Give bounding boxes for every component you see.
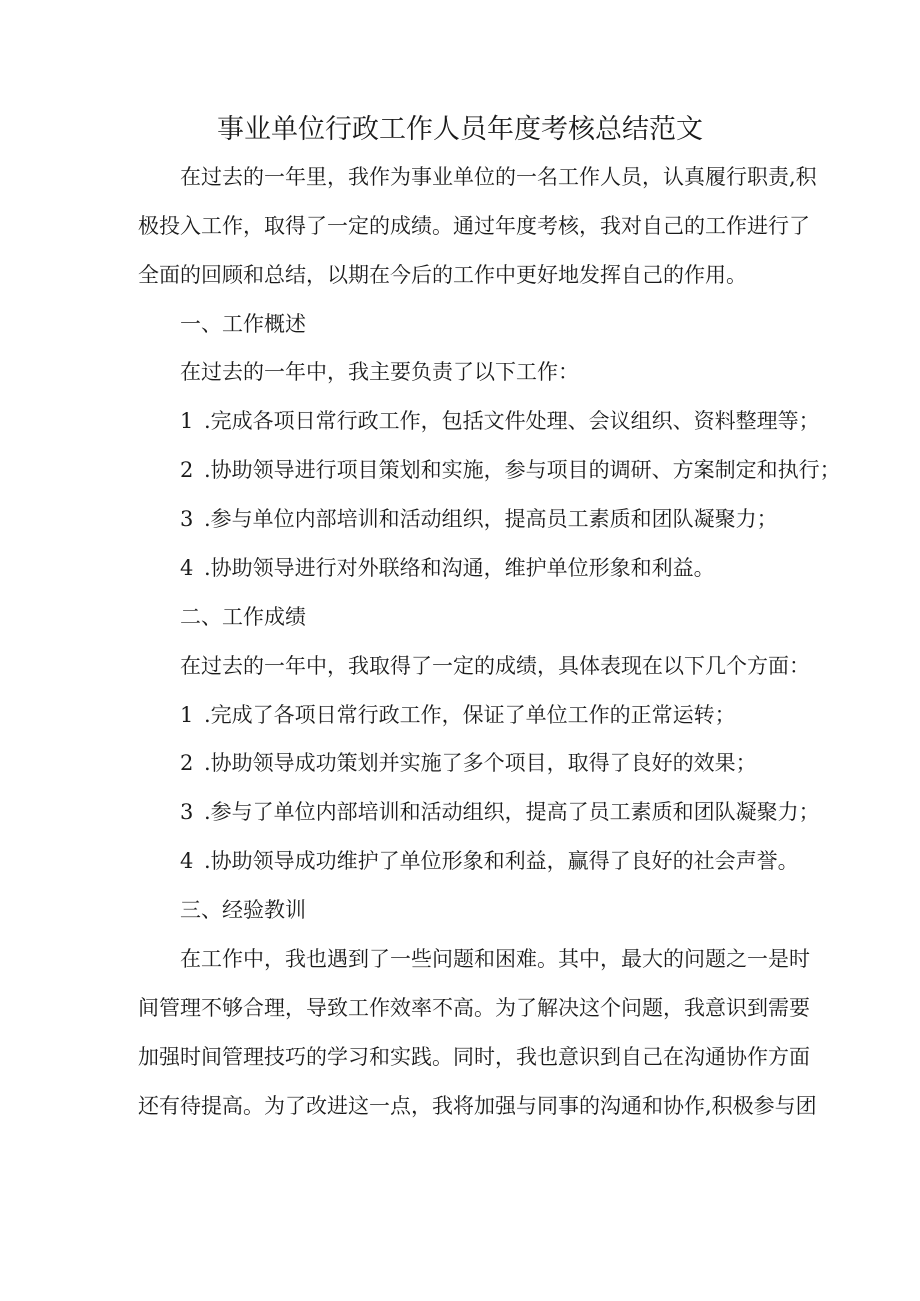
section-3-heading: 三、经验教训 <box>180 898 306 922</box>
section-1-item-2 <box>180 455 841 485</box>
item-text: .协助领导成功维护了单位形象和利益，赢得了良好的社会声誉。 <box>204 849 799 873</box>
item-text: .参与单位内部培训和活动组织，提高员工素质和团队凝聚力； <box>204 507 778 531</box>
item-number: 1 <box>180 703 194 727</box>
item-number: 2 <box>180 751 194 775</box>
section-2-item-3 <box>180 797 820 827</box>
item-number: 4 <box>180 849 194 873</box>
section-3-body-line-1: 在工作中，我也遇到了一些问题和困难。其中，最大的问题之一是时 <box>180 947 810 971</box>
document-title: 事业单位行政工作人员年度考核总结范文 <box>217 114 703 145</box>
section-2-heading: 二、工作成绩 <box>180 605 306 629</box>
item-text: .协助领导进行项目策划和实施，参与项目的调研、方案制定和执行； <box>204 458 841 482</box>
section-1-item-3 <box>180 504 778 534</box>
section-3-body-line-2: 间管理不够合理，导致工作效率不高。为了解决这个问题，我意识到需要 <box>138 996 810 1020</box>
section-2-lead: 在过去的一年中，我取得了一定的成绩，具体表现在以下几个方面： <box>180 654 810 678</box>
section-2-item-2 <box>180 748 757 778</box>
item-number: 3 <box>180 507 194 531</box>
section-1-lead: 在过去的一年中，我主要负责了以下工作： <box>180 360 579 384</box>
item-text: .完成各项日常行政工作，包括文件处理、会议组织、资料整理等； <box>204 409 820 433</box>
intro-line-2: 极投入工作，取得了一定的成绩。通过年度考核，我对自己的工作进行了 <box>138 214 810 238</box>
section-2-item-1 <box>180 700 736 730</box>
item-number: 1 <box>180 409 194 433</box>
item-text: .协助领导成功策划并实施了多个项目，取得了良好的效果； <box>204 751 757 775</box>
item-text: .完成了各项日常行政工作，保证了单位工作的正常运转； <box>204 703 736 727</box>
section-2-item-4 <box>180 846 799 876</box>
section-3-body-line-3: 加强时间管理技巧的学习和实践。同时，我也意识到自己在沟通协作方面 <box>138 1045 810 1069</box>
item-number: 2 <box>180 458 194 482</box>
item-text: .参与了单位内部培训和活动组织，提高了员工素质和团队凝聚力； <box>204 800 820 824</box>
intro-line-1: 在过去的一年里，我作为事业单位的一名工作人员，认真履行职责,积 <box>180 165 817 189</box>
section-3-body-line-4: 还有待提高。为了改进这一点，我将加强与同事的沟通和协作,积极参与团 <box>138 1094 817 1118</box>
item-text: .协助领导进行对外联络和沟通，维护单位形象和利益。 <box>204 556 715 580</box>
intro-line-3: 全面的回顾和总结，以期在今后的工作中更好地发挥自己的作用。 <box>138 263 747 287</box>
item-number: 4 <box>180 556 194 580</box>
section-1-heading: 一、工作概述 <box>180 312 306 336</box>
section-1-item-1 <box>180 406 820 436</box>
item-number: 3 <box>180 800 194 824</box>
section-1-item-4 <box>180 553 715 583</box>
